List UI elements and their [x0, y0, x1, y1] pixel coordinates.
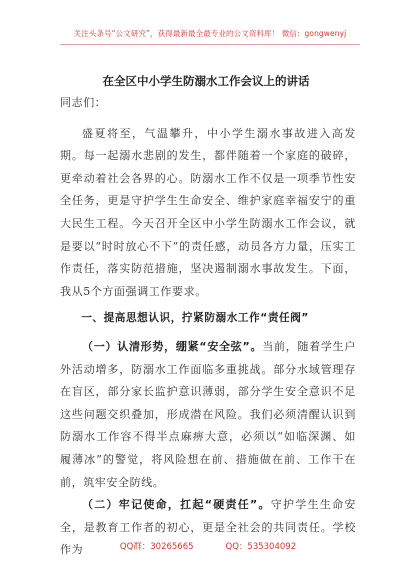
document-body [60, 92, 356, 562]
opening-paragraph: 盛夏将至，气温攀升，中小学生溺水事故进入高发期。每一起溺水悲剧的发生，都伴随着一个家庭的破碎，更牵动着社会各界的心。防溺水工作不仅是一项季节性安全任务，更是守护学生生命安全、维护家庭幸福安宁的重大民生工程。今天召开全区中小学生防溺水工作会议，就是要以“时时放心不下”的责任感，动员各方力量，压实工作责任，落实防范措施，坚决遏制溺水事故发生。下面，我从5个方面强调工作要求。 [60, 126, 356, 298]
document-title: 在全区中小学生防溺水工作会议上的讲话 [102, 74, 310, 88]
subsection-heading-2: （二）牢记使命，扛起“硬责任”。 [82, 498, 271, 512]
footer-qq-group: QQ群：30265665 [119, 542, 194, 552]
header-divider [60, 44, 360, 45]
footer-qq-number: QQ：535304092 [225, 542, 297, 552]
header-promo-note: 关注头条号“公文研究”，获得最新最全最专业的公文资料库！ 微信：gongwenyj [73, 29, 347, 38]
subsection-paragraph-1 [60, 336, 356, 494]
salutation: 同志们： [60, 96, 107, 109]
subsection-heading-1: （一）认清形势，绷紧“安全弦”。 [82, 339, 263, 353]
subsection-text-2: 守护学生生命安全，是教育工作者的初心，更是全社会的共同责任。学校作为 [60, 498, 356, 557]
paragraph-gap [60, 115, 356, 123]
subsection-text-1: 当前，随着学生户外活动增多，防溺水工作面临多重挑战。部分水域管理存在盲区，部分家长监护意识薄弱，部分学生安全意识不足这些问题交织叠加，形成潜在风险。我们必须清醒认识到防溺水工作容不得半点麻痹大意，必须以“如临深渊、如履薄冰”的警觉，将风险想在前、措施做在前、工作干在前，筑牢安全防线。 [60, 339, 356, 489]
section-heading-1: 一、提高思想认识，拧紧防溺水工作“责任阀” [81, 312, 309, 325]
footer-contact [60, 540, 356, 552]
